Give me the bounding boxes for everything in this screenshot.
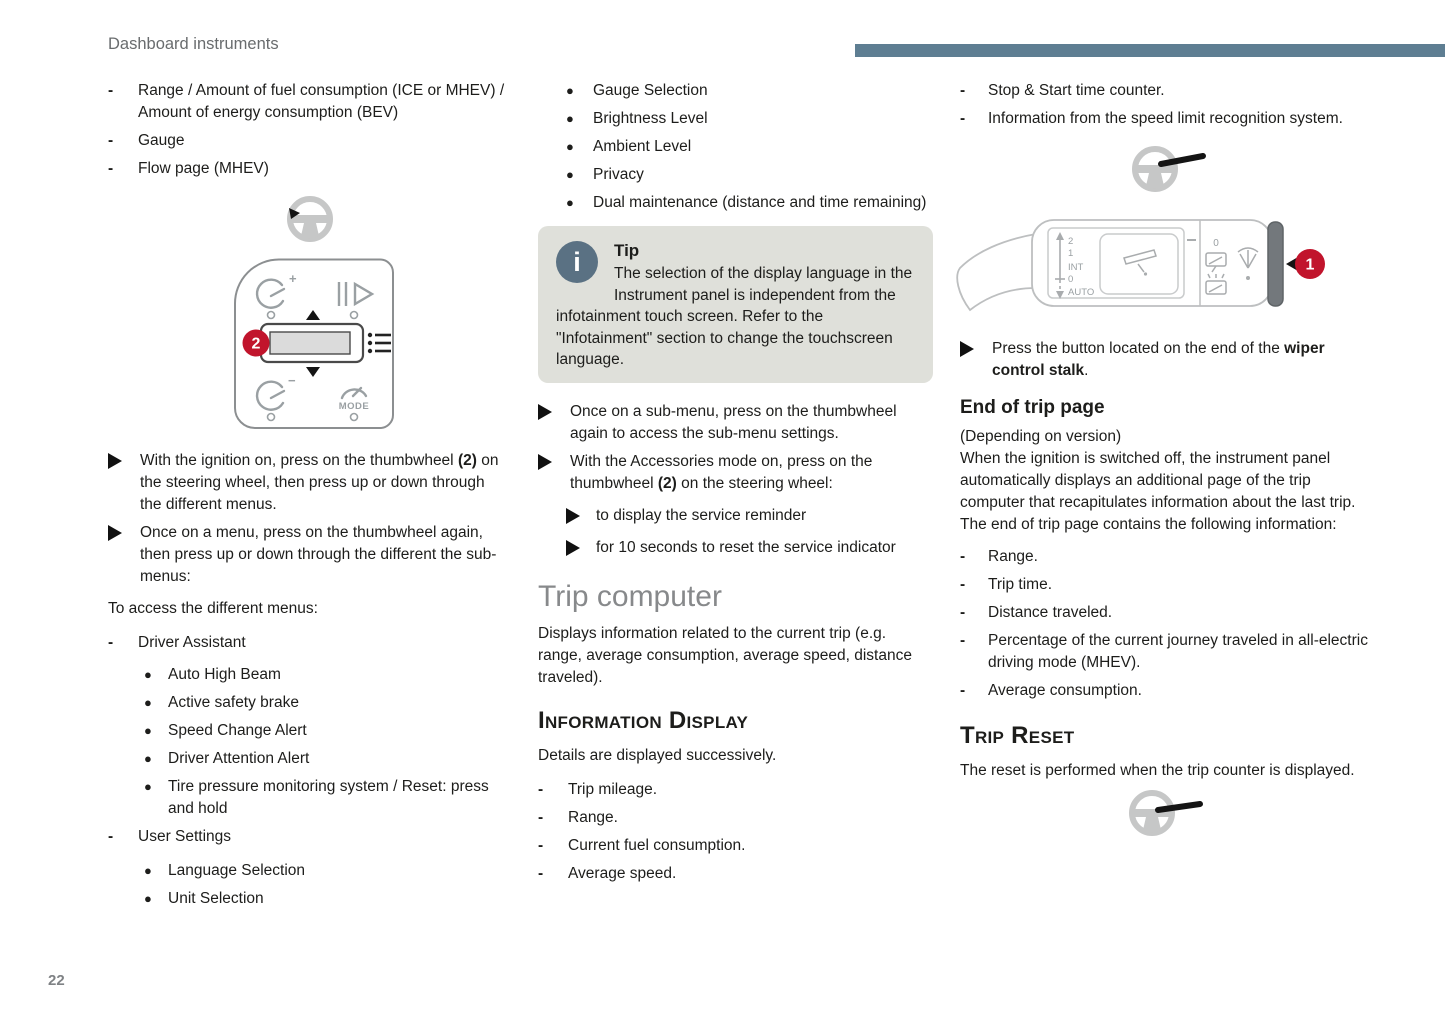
settings-label: Gauge Selection xyxy=(593,82,708,99)
step-text: Press the button located on the end of the wiper control stalk. xyxy=(992,340,1325,379)
middle-column xyxy=(538,80,933,891)
plus-glyph: + xyxy=(289,271,297,286)
page-number: 22 xyxy=(48,972,65,989)
submenu-item xyxy=(108,692,508,714)
menu-label: Driver Assistant xyxy=(138,634,246,651)
detail-text: Average speed. xyxy=(568,864,677,882)
stalk-position-label: AUTO xyxy=(1068,287,1095,298)
dash-marker-icon: - xyxy=(960,632,966,649)
detail-text: Current fuel consumption. xyxy=(568,836,746,854)
bullet-icon: ● xyxy=(144,723,152,738)
submenu-label: Speed Change Alert xyxy=(168,722,307,739)
stalk-marker xyxy=(1158,804,1200,810)
detail-item xyxy=(538,807,933,829)
detail-text: Range. xyxy=(568,808,618,826)
end-trip-text: Percentage of the current journey traveled in all-electric driving mode (MHEV). xyxy=(988,632,1368,671)
arrow-bullet-icon xyxy=(566,505,596,531)
bullet-icon: ● xyxy=(566,111,574,126)
menu-label: User Settings xyxy=(138,828,232,845)
bullet-icon: ● xyxy=(566,195,574,210)
end-trip-item xyxy=(960,546,1372,568)
trip-reset-body: The reset is performed when the trip counter is displayed. xyxy=(960,762,1355,779)
settings-item xyxy=(538,192,933,214)
stalk-position-label: 0 xyxy=(1068,274,1074,285)
arrow-bullet-icon xyxy=(108,522,140,588)
tip-title: Tip xyxy=(614,241,640,260)
dash-marker-icon: - xyxy=(960,548,966,565)
submenu-label: Unit Selection xyxy=(168,890,264,907)
step-text: With the ignition on, press on the thumbwheel (2) on the steering wheel, then press up or down through the different menus. xyxy=(140,452,499,513)
subsection-intro: Details are displayed successively. xyxy=(538,746,777,764)
detail-item xyxy=(538,863,933,885)
list-item-text: Flow page (MHEV) xyxy=(138,160,269,177)
dash-marker-icon: - xyxy=(960,110,966,127)
submenu-label: Auto High Beam xyxy=(168,666,281,683)
detail-item xyxy=(538,835,933,857)
steering-wheel-with-stalk-icon xyxy=(1120,786,1206,840)
section-title-trip-computer: Trip computer xyxy=(538,579,722,613)
callout-2-label: 2 xyxy=(251,335,261,353)
version-note: (Depending on version) xyxy=(960,428,1122,445)
submenu-item xyxy=(108,664,508,686)
stalk-position-label: 1 xyxy=(1068,248,1074,259)
settings-item xyxy=(538,136,933,158)
arrow-bullet-icon xyxy=(538,451,570,495)
list-item xyxy=(108,158,508,180)
substep-text: for 10 seconds to reset the service indicator xyxy=(596,538,896,556)
settings-item xyxy=(538,80,933,102)
thumbwheel-diagram xyxy=(233,258,395,430)
instruction-step xyxy=(108,522,508,588)
dash-marker-icon: - xyxy=(108,82,114,99)
list-item-text: Range / Amount of fuel consumption (ICE or MHEV) / Amount of energy consumption (BEV) xyxy=(138,82,505,121)
list-item-text: Gauge xyxy=(138,132,185,149)
settings-label: Ambient Level xyxy=(593,138,692,155)
instruction-substep xyxy=(538,505,933,531)
bullet-icon: ● xyxy=(566,139,574,154)
subsection-title-information-display: Information Display xyxy=(538,706,749,734)
dash-marker-icon: - xyxy=(538,780,544,798)
submenu-label: Active safety brake xyxy=(168,694,299,711)
list-item xyxy=(108,130,508,152)
arrow-bullet-icon xyxy=(538,401,570,445)
bullet-icon: ● xyxy=(566,167,574,182)
dash-marker-icon: - xyxy=(108,160,114,177)
bullet-icon: ● xyxy=(144,695,152,710)
submenu-label: Tire pressure monitoring system / Reset: press and hold xyxy=(168,778,489,817)
settings-item xyxy=(538,108,933,130)
subsection-title-end-of-trip: End of trip page xyxy=(960,397,1105,418)
instruction-step xyxy=(108,450,508,516)
bullet-icon: ● xyxy=(144,863,152,878)
end-of-trip-body: When the ignition is switched off, the instrument panel automatically displays an additional page of the trip computer that recapitulates information about the last trip. The end of trip page contains the following information: xyxy=(960,450,1356,533)
step-text: With the Accessories mode on, press on the thumbwheel (2) on the steering wheel: xyxy=(570,452,873,492)
stalk-position-label: 2 xyxy=(1068,236,1074,247)
instruction-step xyxy=(538,451,933,495)
detail-text: Trip mileage. xyxy=(568,780,658,798)
list-item-text: Stop & Start time counter. xyxy=(988,82,1165,99)
end-trip-item xyxy=(960,574,1372,596)
submenu-item xyxy=(108,888,508,910)
substep-text: to display the service reminder xyxy=(596,506,807,524)
list-item xyxy=(108,80,508,124)
submenu-item xyxy=(108,748,508,770)
instruction-step xyxy=(960,338,1372,382)
dash-marker-icon: - xyxy=(538,836,544,854)
submenu-label: Driver Attention Alert xyxy=(168,750,310,767)
settings-label: Brightness Level xyxy=(593,110,708,127)
bullet-icon: ● xyxy=(566,83,574,98)
end-trip-item xyxy=(960,630,1372,674)
submenu-label: Language Selection xyxy=(168,862,306,879)
submenu-item xyxy=(108,720,508,742)
bullet-icon: ● xyxy=(144,667,152,682)
list-item-text: Information from the speed limit recognition system. xyxy=(988,110,1343,127)
settings-item xyxy=(538,164,933,186)
settings-label: Dual maintenance (distance and time remaining) xyxy=(593,194,927,211)
stalk-position-label: INT xyxy=(1068,262,1084,273)
menu-item xyxy=(108,632,508,654)
end-trip-text: Trip time. xyxy=(988,576,1053,593)
callout-1-label: 1 xyxy=(1305,256,1315,274)
menus-intro: To access the different menus: xyxy=(108,600,318,617)
page-header-title: Dashboard instruments xyxy=(108,35,279,53)
instruction-step xyxy=(538,401,933,445)
list-item xyxy=(960,80,1372,102)
end-trip-item xyxy=(960,602,1372,624)
end-trip-text: Average consumption. xyxy=(988,682,1142,699)
steering-wheel-icon xyxy=(278,192,342,246)
dash-marker-icon: - xyxy=(108,828,114,845)
list-item xyxy=(960,108,1372,130)
minus-glyph: − xyxy=(288,373,296,388)
section-intro: Displays information related to the current trip (e.g. range, average consumption, average speed, distance traveled). xyxy=(538,624,912,686)
arrow-bullet-icon xyxy=(566,537,596,563)
submenu-item xyxy=(108,776,508,820)
thumbwheel-roller xyxy=(270,332,350,354)
settings-label: Privacy xyxy=(593,166,644,183)
mode-label: MODE xyxy=(338,401,370,412)
detail-item xyxy=(538,779,933,801)
instruction-substep xyxy=(538,537,933,563)
menu-item xyxy=(108,826,508,848)
dash-marker-icon: - xyxy=(108,132,114,149)
dash-marker-icon: - xyxy=(960,682,966,699)
bullet-icon: ● xyxy=(144,779,152,794)
right-column xyxy=(960,80,1372,840)
end-trip-text: Distance traveled. xyxy=(988,604,1113,621)
bullet-icon: ● xyxy=(144,891,152,906)
end-trip-text: Range. xyxy=(988,548,1038,565)
dash-marker-icon: - xyxy=(960,82,966,99)
dash-marker-icon: - xyxy=(538,864,544,882)
menu-list-icon xyxy=(368,333,391,353)
step-text: Once on a menu, press on the thumbwheel again, then press up or down through the different the sub-menus: xyxy=(140,524,497,585)
left-column xyxy=(108,80,508,916)
end-trip-item xyxy=(960,680,1372,702)
wiper-stalk-diagram xyxy=(954,200,1326,322)
step-text: Once on a sub-menu, press on the thumbwheel again to access the sub-menu settings. xyxy=(570,402,897,442)
stalk-zero-label: 0 xyxy=(1213,238,1219,249)
subsection-title-trip-reset: Trip Reset xyxy=(960,722,1075,749)
arrow-bullet-icon xyxy=(108,450,140,516)
submenu-item xyxy=(108,860,508,882)
arrow-bullet-icon xyxy=(960,338,992,382)
dash-marker-icon: - xyxy=(108,634,114,651)
stalk-end-button xyxy=(1268,222,1283,306)
tip-body: The selection of the display language in the Instrument panel is independent from the infotainment touch screen. Refer to the "Infotainment" section to change the touchscreen language. xyxy=(556,265,913,368)
dash-marker-icon: - xyxy=(960,604,966,621)
dash-marker-icon: - xyxy=(538,808,544,826)
info-icon: i xyxy=(556,241,598,283)
dash-marker-icon: - xyxy=(960,576,966,593)
steering-wheel-with-stalk-icon xyxy=(1123,142,1209,196)
header-accent-bar xyxy=(855,44,1445,57)
stalk-arm xyxy=(957,234,1036,310)
bullet-icon: ● xyxy=(144,751,152,766)
tip-callout-box xyxy=(538,226,933,383)
